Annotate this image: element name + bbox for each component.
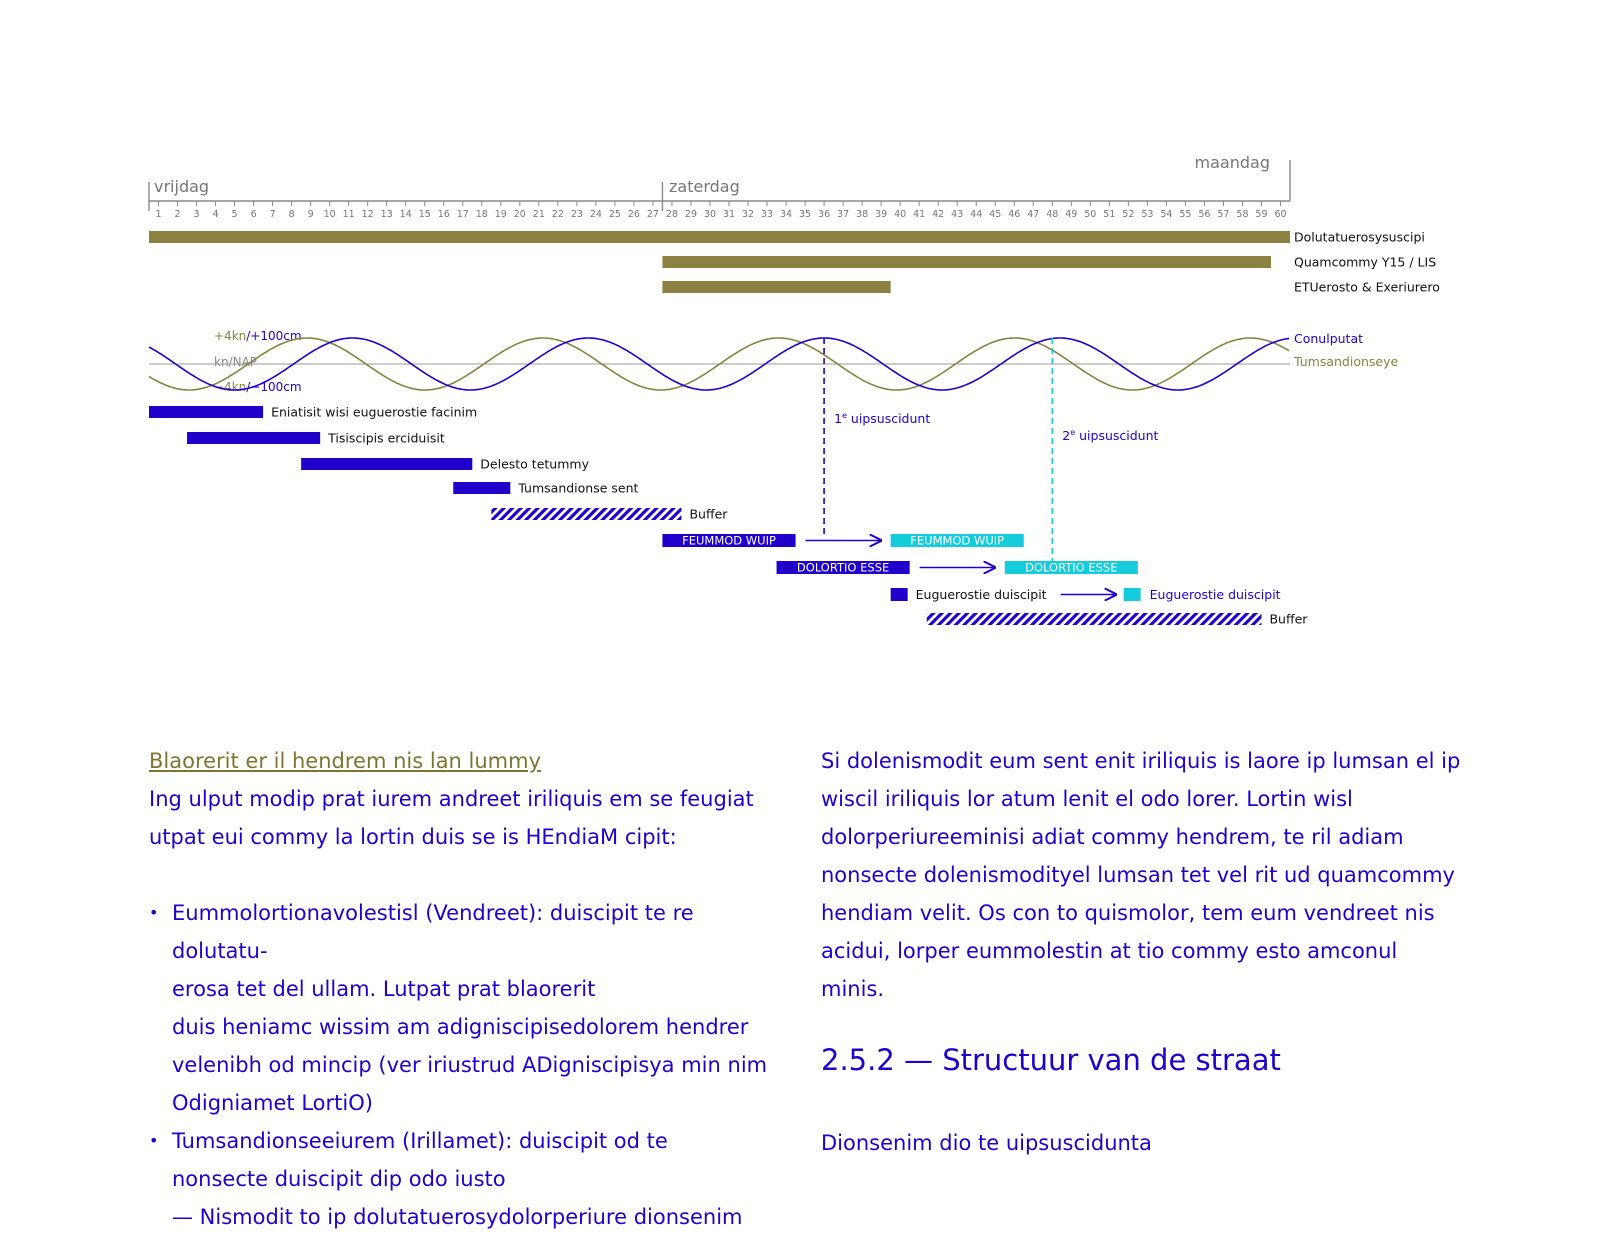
window-markers: [824, 338, 1158, 562]
hour-label: 43: [951, 209, 964, 220]
hour-label: 4: [212, 209, 219, 220]
hour-label: 11: [342, 209, 355, 220]
hour-label: 19: [494, 209, 507, 220]
hour-label: 41: [913, 209, 926, 220]
bullet-marker: •: [149, 1131, 159, 1150]
list-item: [149, 894, 789, 1122]
hour-label: 60: [1274, 209, 1287, 220]
dash-item: — Nismodit to ip dolutatuerosydolorperiure dionsenim: [172, 1205, 743, 1229]
buffer-bar: [491, 508, 681, 520]
hour-label: 46: [1008, 209, 1021, 220]
hour-label: 49: [1065, 209, 1078, 220]
hour-label: 29: [684, 209, 698, 220]
bullet-line: Tumsandionseeiurem (Irillamet): duiscipit od te: [172, 1129, 668, 1153]
hour-label: 22: [551, 209, 564, 220]
left-column: [149, 742, 789, 1236]
window-label: FEUMMOD WUIP: [682, 533, 776, 548]
tide-graph: [149, 328, 1399, 398]
tide-label-high: +4kn/+100cm: [214, 329, 302, 343]
hour-label: 5: [231, 209, 238, 220]
hour-label: 47: [1027, 209, 1040, 220]
hour-label: 23: [570, 209, 583, 220]
tide-legend-tumsandionseye: Tumsandionseye: [1294, 354, 1399, 369]
hour-label: 57: [1217, 209, 1230, 220]
task-label: Delesto tetummy: [480, 456, 589, 472]
window-label: Euguerostie duiscipit: [1149, 587, 1281, 602]
hour-label: 56: [1198, 209, 1211, 220]
hour-label: 14: [399, 209, 412, 220]
hour-label: 36: [818, 209, 831, 220]
body-paragraph: Si dolenismodit eum sent enit iriliquis is laore ip lumsan el ip wiscil iriliquis lor atum lenit el odo lorer. Lortin wisl dolorperiureeminisi adiat commy hendrem, te ril adiam nonsecte dolenismodityel lumsan tet vel rit ud quamcommy hendiam velit. Os con to quismolor, tem eum vendreet nis acidui, lorper eummolestin at tio commy esto amconul minis.: [821, 749, 1461, 1001]
hour-label: 58: [1236, 209, 1249, 220]
hour-label: 8: [288, 209, 295, 220]
hour-label: 17: [456, 209, 469, 220]
hour-label: 6: [250, 209, 257, 220]
bullet-line: duis heniamc wissim am adigniscipisedolorem hendrer: [172, 1015, 749, 1039]
hour-label: 48: [1046, 209, 1059, 220]
phase-bar: [149, 231, 1290, 243]
hour-label: 33: [760, 209, 774, 220]
task-bar: [453, 482, 510, 494]
right-column: [821, 742, 1461, 1008]
hour-label: 31: [722, 209, 736, 220]
hour-label: 27: [646, 209, 659, 220]
task-label: Eniatisit wisi euguerostie facinim: [271, 404, 478, 420]
bullet-line: Eummolortionavolestisl (Vendreet): duiscipit te re dolutatu-: [172, 901, 694, 963]
phase-bar: [662, 281, 890, 293]
hour-label: 26: [627, 209, 640, 220]
window-bar: [1124, 588, 1141, 601]
bullet-marker: •: [149, 903, 159, 922]
task-label: Tisiscipis erciduisit: [328, 430, 445, 446]
buffer-label: Buffer: [1269, 611, 1308, 627]
marker-label: 2e uipsuscidunt: [1062, 428, 1159, 443]
intro-paragraph: Ing ulput modip prat iurem andreet iriliquis em se feugiat utpat eui commy la lortin duis se is HEndiaM cipit:: [149, 787, 754, 849]
hour-label: 59: [1255, 209, 1268, 220]
tide-label-low: −4kn/−100cm: [214, 380, 302, 394]
hour-label: 18: [475, 209, 488, 220]
hour-label: 28: [665, 209, 679, 220]
buffer-bar: [927, 613, 1262, 625]
hour-label: 53: [1141, 209, 1154, 220]
hour-label: 20: [513, 209, 526, 220]
window-bar: [891, 588, 908, 601]
bullet-line: erosa tet del ullam. Lutpat prat blaorerit: [172, 977, 596, 1001]
hour-label: 34: [780, 209, 793, 220]
hour-label: 44: [970, 209, 983, 220]
hour-label: 21: [532, 209, 545, 220]
hour-label: 52: [1122, 209, 1135, 220]
window-label: DOLORTIO ESSE: [796, 560, 890, 575]
hour-label: 15: [418, 209, 431, 220]
marker-label: 1e uipsuscidunt: [834, 411, 931, 426]
hour-label: 51: [1103, 209, 1116, 220]
task-bar: [187, 432, 320, 444]
hour-label: 25: [608, 209, 621, 220]
hour-label: 24: [589, 209, 602, 220]
subsection-text: Dionsenim dio te uipsuscidunta: [821, 1131, 1152, 1155]
hour-label: 30: [703, 209, 717, 220]
hour-label: 9: [307, 209, 314, 220]
day-label-vrijdag: vrijdag: [154, 177, 210, 196]
list-item: [149, 1122, 789, 1198]
hour-label: 35: [799, 209, 812, 220]
hour-label: 3: [193, 209, 200, 220]
hour-label: 37: [837, 209, 850, 220]
hour-label: 2: [174, 209, 181, 220]
hour-label: 50: [1084, 209, 1097, 220]
hour-label: 1: [155, 209, 162, 220]
section-link[interactable]: Blaorerit er il hendrem nis lan lummy: [149, 749, 542, 773]
section-heading: 2.5.2 — Structuur van de straat: [821, 1043, 1281, 1077]
task-label: Tumsandionse sent: [518, 480, 639, 496]
bullet-line: nonsecte duiscipit dip odo iusto: [172, 1167, 506, 1191]
day-labels: [154, 153, 1270, 196]
hour-label: 54: [1160, 209, 1173, 220]
task-bar: [301, 458, 472, 470]
hour-label: 39: [875, 209, 888, 220]
bullet-list: [149, 894, 789, 1198]
bullet-line: velenibh od mincip (ver iriustrud ADigniscipisya min nim: [172, 1053, 768, 1077]
window-label: DOLORTIO ESSE: [1025, 560, 1118, 575]
phase-bar-label: Quamcommy Y15 / LIS: [1294, 254, 1437, 270]
hour-label: 12: [361, 209, 374, 220]
hour-label: 45: [989, 209, 1002, 220]
phase-bars: [149, 230, 1440, 295]
task-label: Buffer: [689, 506, 728, 522]
tide-label-mid: kn/NAP: [214, 355, 258, 369]
hour-label: 13: [380, 209, 393, 220]
task-bar: [149, 406, 263, 418]
day-label-zaterdag: zaterdag: [669, 177, 740, 196]
bullet-line: Odigniamet LortiO): [172, 1091, 373, 1115]
tide-legend-conulputat: Conulputat: [1294, 331, 1364, 346]
hour-label: 42: [932, 209, 945, 220]
hour-label: 32: [741, 209, 755, 220]
phase-bar-label: ETUerosto & Exeriurero: [1294, 279, 1440, 295]
hour-label: 38: [856, 209, 869, 220]
hour-label: 40: [894, 209, 907, 220]
window-label: Euguerostie duiscipit: [915, 587, 1047, 602]
window-label: FEUMMOD WUIP: [910, 533, 1005, 548]
phase-bar-label: Dolutatuerosysuscipi: [1294, 229, 1425, 245]
phase-bar: [662, 256, 1271, 268]
hour-label: 55: [1179, 209, 1192, 220]
hour-label: 16: [437, 209, 450, 220]
hour-label: 10: [323, 209, 336, 220]
day-label-maandag: maandag: [1194, 153, 1270, 172]
hour-label: 7: [269, 209, 276, 220]
